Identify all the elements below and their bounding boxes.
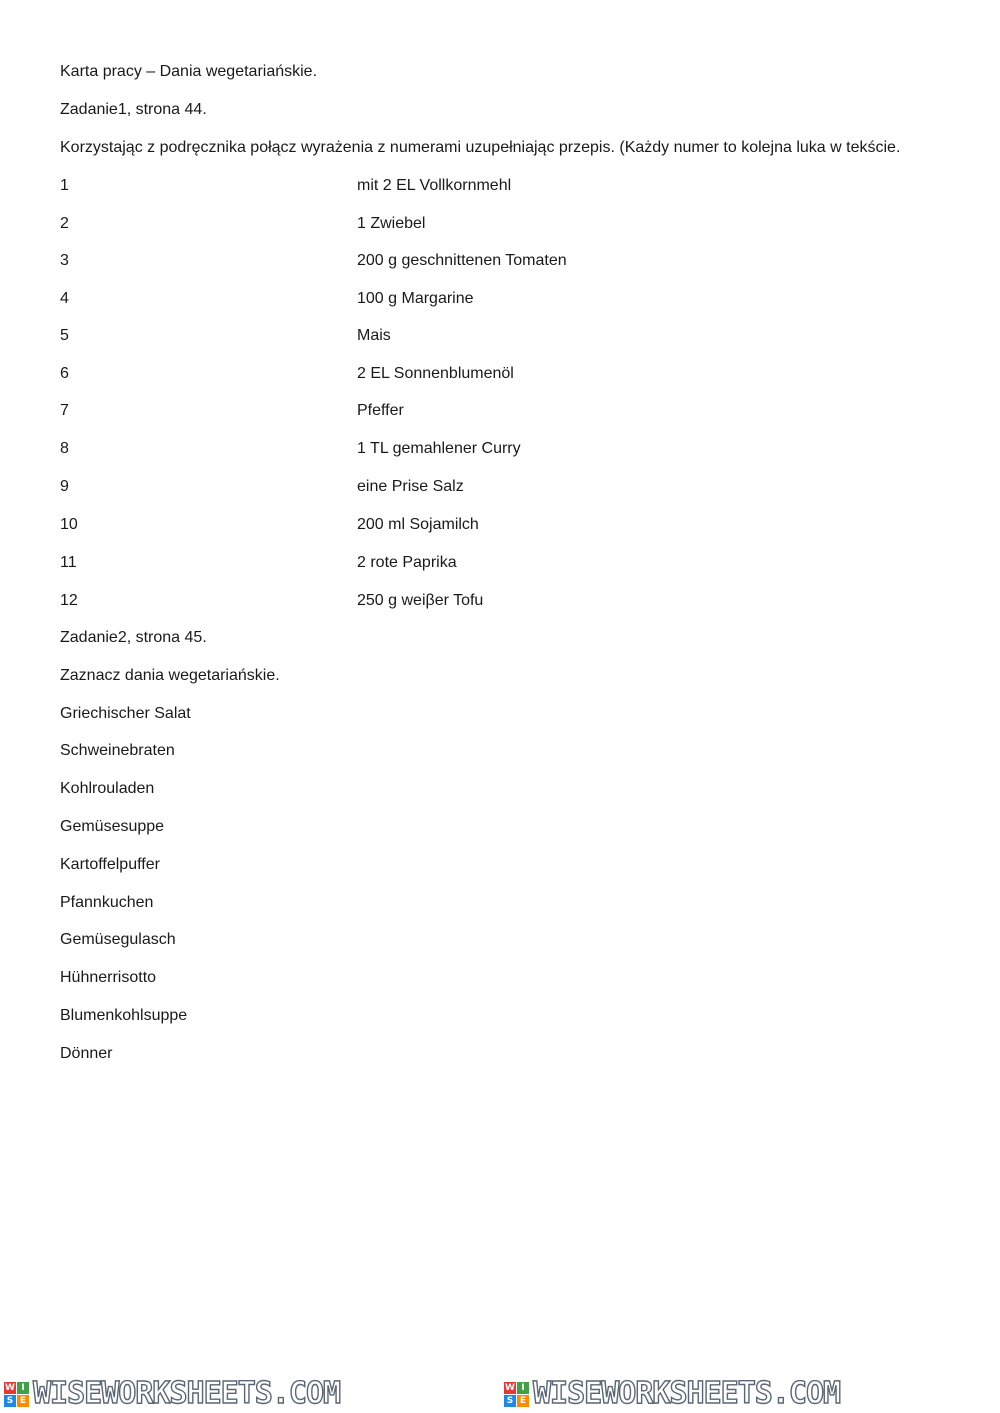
row-number: 7 <box>60 402 69 419</box>
row-term: 1 Zwiebel <box>357 215 426 232</box>
dish-item: Dönner <box>60 1045 113 1062</box>
dish-item: Blumenkohlsuppe <box>60 1007 188 1024</box>
watermark-footer <box>0 1378 1000 1410</box>
watermark-text: WISEWORKSHEETS.COM <box>33 1378 341 1410</box>
row-number: 10 <box>60 516 78 533</box>
dish-item: Kartoffelpuffer <box>60 856 160 873</box>
row-term: 2 EL Sonnenblumenöl <box>357 365 514 382</box>
watermark-brand <box>0 1378 500 1410</box>
dish-item: Schweinebraten <box>60 742 175 759</box>
watermark-text: WISEWORKSHEETS.COM <box>533 1378 841 1410</box>
row-term: 200 g geschnittenen Tomaten <box>357 252 567 269</box>
row-term: Pfeffer <box>357 402 404 419</box>
dish-item: Gemüsegulasch <box>60 931 176 948</box>
dish-item: Griechischer Salat <box>60 705 191 722</box>
row-term: eine Prise Salz <box>357 478 464 495</box>
row-number: 4 <box>60 290 69 307</box>
row-number: 8 <box>60 440 69 457</box>
row-number: 6 <box>60 365 69 382</box>
row-number: 1 <box>60 177 69 194</box>
row-number: 12 <box>60 592 78 609</box>
dish-item: Kohlrouladen <box>60 780 155 797</box>
row-term: 250 g weiβer Tofu <box>357 592 484 609</box>
matching-row <box>60 289 940 309</box>
watermark-brand <box>500 1378 1000 1410</box>
row-term: 1 TL gemahlener Curry <box>357 440 521 457</box>
matching-row <box>60 591 940 611</box>
row-number: 2 <box>60 215 69 232</box>
matching-row <box>60 251 940 271</box>
dish-item: Gemüsesuppe <box>60 818 165 835</box>
wise-logo-icon: W I S E <box>504 1382 529 1407</box>
worksheet-title: Karta pracy – Dania wegetariańskie. <box>60 63 318 80</box>
row-term: 2 rote Paprika <box>357 554 457 571</box>
row-number: 11 <box>60 554 77 571</box>
row-term: Mais <box>357 327 391 344</box>
task1-instruction: Korzystając z podręcznika połącz wyrażenia z numerami uzupełniając przepis. (Każdy numer to kolejna luka w tekście. <box>60 139 901 156</box>
matching-row <box>60 477 940 497</box>
matching-row <box>60 439 940 459</box>
matching-row <box>60 214 940 234</box>
row-term: 100 g Margarine <box>357 290 474 307</box>
task1-heading: Zadanie1, strona 44. <box>60 101 207 118</box>
matching-row <box>60 401 940 421</box>
row-term: mit 2 EL Vollkornmehl <box>357 177 512 194</box>
matching-row <box>60 553 940 573</box>
matching-row <box>60 326 940 346</box>
row-term: 200 ml Sojamilch <box>357 516 479 533</box>
wise-logo-icon: W I S E <box>4 1382 29 1407</box>
task2-instruction: Zaznacz dania wegetariańskie. <box>60 667 280 684</box>
matching-row <box>60 364 940 384</box>
matching-row <box>60 515 940 535</box>
task2-heading: Zadanie2, strona 45. <box>60 629 207 646</box>
row-number: 9 <box>60 478 69 495</box>
row-number: 5 <box>60 327 69 344</box>
matching-row <box>60 176 940 196</box>
row-number: 3 <box>60 252 69 269</box>
dish-item: Hühnerrisotto <box>60 969 157 986</box>
dish-item: Pfannkuchen <box>60 894 154 911</box>
